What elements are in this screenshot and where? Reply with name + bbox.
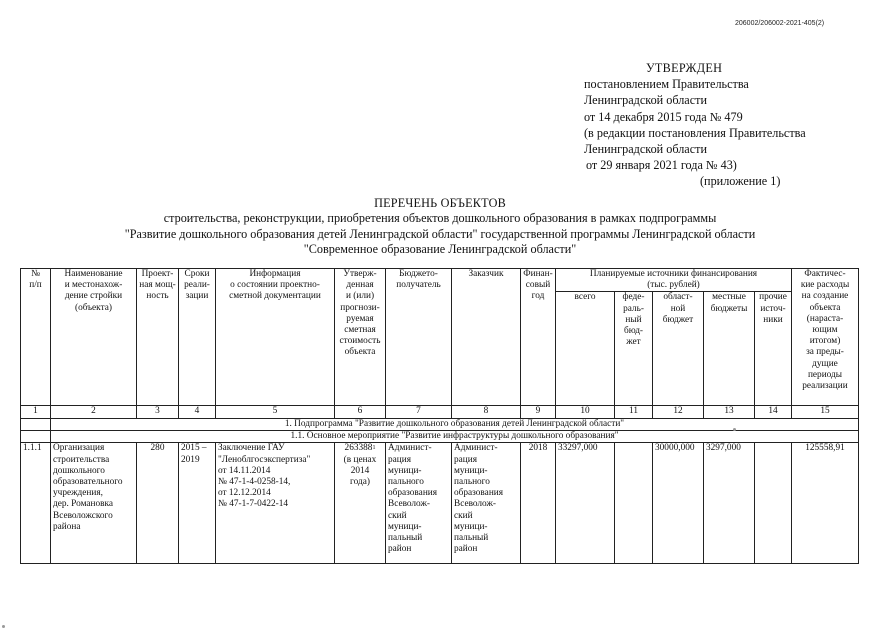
heading-line: строительства, реконструкции, приобретения объектов дошкольного образования в рамках подпрограммы bbox=[163, 211, 717, 226]
approval-title: УТВЕРЖДЕН bbox=[646, 61, 723, 75]
table-row bbox=[21, 443, 859, 564]
section-spacer bbox=[21, 431, 51, 443]
cell-federal bbox=[615, 443, 653, 564]
approval-line: Ленинградской области bbox=[584, 93, 707, 108]
approval-appendix-line: (приложение 1) bbox=[700, 174, 781, 189]
heading-title: ПЕРЕЧЕНЬ ОБЪЕКТОВ bbox=[374, 196, 506, 210]
header-recipient: Бюджето- получатель bbox=[386, 269, 452, 406]
header-local: местные бюджеты bbox=[704, 292, 755, 406]
section-main-activity: 1.1. Основное мероприятие "Развитие инфраструктуры дошкольного образования" bbox=[51, 431, 859, 443]
cell-info: Заключение ГАУ "Леноблгосэкспертиза" от 14.11.2014 № 47-1-4-0258-14, от 12.12.2014 № 47-1-7-0422-14 bbox=[216, 443, 335, 564]
header-federal: феде- раль- ный бюд- жет bbox=[615, 292, 653, 406]
approval-line: от 29 января 2021 года № 43) bbox=[586, 158, 737, 173]
column-number: 11 bbox=[615, 406, 653, 419]
cell-other bbox=[755, 443, 792, 564]
document-heading bbox=[0, 196, 880, 257]
cell-approved-cost: 263388$^1$ (в ценах 2014 года) bbox=[335, 443, 386, 564]
header-planned-sources: Планируемые источники финансирования (тыс. рублей) bbox=[556, 269, 792, 292]
heading-line: "Развитие дошкольного образования детей Ленинградской области" государственной программы Ленинградской области bbox=[124, 226, 756, 241]
cell-customer: Админист- рация муници- пального образования Всеволож- ский муници- пальный район bbox=[452, 443, 521, 564]
cell-recipient: Админист- рация муници- пального образования Всеволож- ский муници- пальный район bbox=[386, 443, 452, 564]
header-actual: Фактичес- кие расходы на создание объекта (нараста- ющим итогом) за преды- дущие периоды реализации bbox=[792, 269, 859, 406]
scan-speck bbox=[2, 625, 5, 628]
header-name: Наименование и местонахож- дение стройки (объекта) bbox=[51, 269, 137, 406]
column-number: 15 bbox=[792, 406, 859, 419]
cell-capacity: 280 bbox=[137, 443, 179, 564]
column-number: 6 bbox=[335, 406, 386, 419]
approval-line: Ленинградской области bbox=[584, 142, 707, 157]
cell-terms: 2015 – 2019 bbox=[179, 443, 216, 564]
approval-line: (в редакции постановления Правительства bbox=[584, 125, 806, 140]
approval-line: постановлением Правительства bbox=[584, 77, 749, 92]
cell-local: 3297,000 bbox=[704, 443, 755, 564]
column-number: 5 bbox=[216, 406, 335, 419]
cell-num: 1.1.1 bbox=[21, 443, 51, 564]
column-number: 2 bbox=[51, 406, 137, 419]
scan-speck bbox=[733, 428, 736, 431]
cell-fin-year: 2018 bbox=[521, 443, 556, 564]
header-info: Информация о состоянии проектно- сметной документации bbox=[216, 269, 335, 406]
approval-block bbox=[570, 60, 840, 190]
cost-note: (в ценах 2014 года) bbox=[343, 454, 377, 488]
header-fin-year: Финан- совый год bbox=[521, 269, 556, 406]
cell-name: Организация строительства дошкольного образовательного учреждения, дер. Романовка Всеволожского района bbox=[51, 443, 137, 564]
column-number: 4 bbox=[179, 406, 216, 419]
header-other: прочие источ- ники bbox=[755, 292, 792, 406]
column-number: 1 bbox=[21, 406, 51, 419]
column-number-row bbox=[21, 406, 859, 419]
document-registration-number: 206002/206002-2021-405(2) bbox=[735, 20, 825, 27]
footnote-marker: 1 bbox=[372, 445, 376, 452]
column-number: 12 bbox=[653, 406, 704, 419]
cell-regional: 30000,000 bbox=[653, 443, 704, 564]
cell-total: 33297,000 bbox=[556, 443, 615, 564]
header-total: всего bbox=[556, 292, 615, 406]
heading-line: "Современное образование Ленинградской области" bbox=[303, 241, 577, 256]
header-capacity: Проект- ная мощ- ность bbox=[137, 269, 179, 406]
column-number: 8 bbox=[452, 406, 521, 419]
approval-line: от 14 декабря 2015 года № 479 bbox=[584, 109, 743, 124]
column-number: 7 bbox=[386, 406, 452, 419]
column-number: 13 bbox=[704, 406, 755, 419]
header-terms: Сроки реали- зации bbox=[179, 269, 216, 406]
objects-table bbox=[20, 268, 859, 564]
header-customer: Заказчик bbox=[452, 269, 521, 406]
column-number: 3 bbox=[137, 406, 179, 419]
column-number: 9 bbox=[521, 406, 556, 419]
section-subprogram: 1. Подпрограмма "Развитие дошкольного образования детей Ленинградской области" bbox=[51, 419, 859, 431]
section-spacer bbox=[21, 419, 51, 431]
header-approved-cost: Утверж- денная и (или) прогнози- руемая сметная стоимость объекта bbox=[335, 269, 386, 406]
column-number: 14 bbox=[755, 406, 792, 419]
header-regional: област- ной бюджет bbox=[653, 292, 704, 406]
cell-actual: 125558,91 bbox=[792, 443, 859, 564]
column-number: 10 bbox=[556, 406, 615, 419]
header-num: № п/п bbox=[21, 269, 51, 406]
